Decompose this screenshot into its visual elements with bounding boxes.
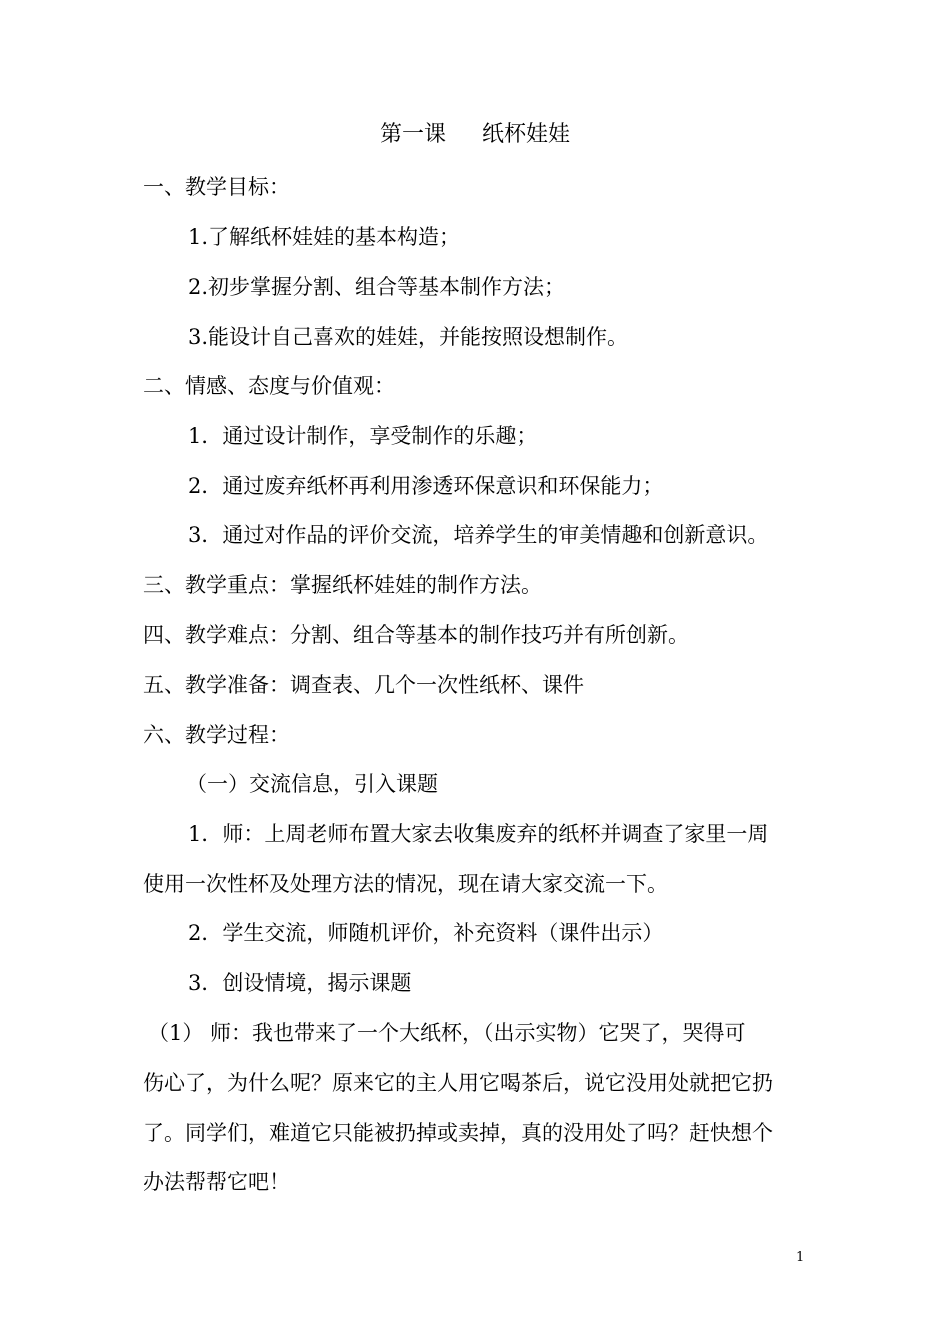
emotion-item: 3．通过对作品的评价交流，培养学生的审美情趣和创新意识。 bbox=[188, 523, 769, 547]
goal-item: 3.能设计自己喜欢的娃娃，并能按照设想制作。 bbox=[188, 325, 629, 349]
goals-heading: 一、教学目标： bbox=[143, 175, 290, 199]
paragraph-line: （1） 师：我也带来了一个大纸杯，（出示实物）它哭了，哭得可 bbox=[148, 1021, 746, 1045]
paragraph-line: 了。同学们，难道它只能被扔掉或卖掉，真的没用处了吗？赶快想个 bbox=[143, 1121, 773, 1145]
preparation: 五、教学准备：调查表、几个一次性纸杯、课件 bbox=[143, 673, 584, 697]
lesson-name: 纸杯娃娃 bbox=[482, 122, 571, 147]
paragraph-line: 办法帮帮它吧！ bbox=[143, 1170, 290, 1194]
process-heading: 六、教学过程： bbox=[143, 723, 290, 747]
goal-item: 2.初步掌握分割、组合等基本制作方法； bbox=[188, 275, 566, 299]
lesson-number: 第一课 bbox=[379, 122, 446, 147]
process-item: 3．创设情境，揭示课题 bbox=[188, 971, 412, 995]
emotion-heading: 二、情感、态度与价值观： bbox=[143, 374, 395, 398]
process-item: 1．师：上周老师布置大家去收集废弃的纸杯并调查了家里一周 bbox=[188, 822, 769, 846]
emotion-item: 2．通过废弃纸杯再利用渗透环保意识和环保能力； bbox=[188, 474, 664, 498]
process-item-continuation: 使用一次性杯及处理方法的情况，现在请大家交流一下。 bbox=[143, 872, 668, 896]
process-item: 2．学生交流，师随机评价，补充资料（课件出示） bbox=[188, 921, 664, 945]
key-point: 三、教学重点：掌握纸杯娃娃的制作方法。 bbox=[143, 573, 542, 597]
difficulty: 四、教学难点：分割、组合等基本的制作技巧并有所创新。 bbox=[143, 623, 689, 647]
paragraph-line: 伤心了，为什么呢？原来它的主人用它喝茶后，说它没用处就把它扔 bbox=[143, 1071, 773, 1095]
page-number: 1 bbox=[796, 1250, 805, 1265]
process-subheading: （一）交流信息，引入课题 bbox=[186, 772, 438, 796]
page-title bbox=[0, 120, 950, 150]
emotion-item: 1．通过设计制作，享受制作的乐趣； bbox=[188, 424, 538, 448]
goal-item: 1.了解纸杯娃娃的基本构造； bbox=[188, 225, 461, 249]
